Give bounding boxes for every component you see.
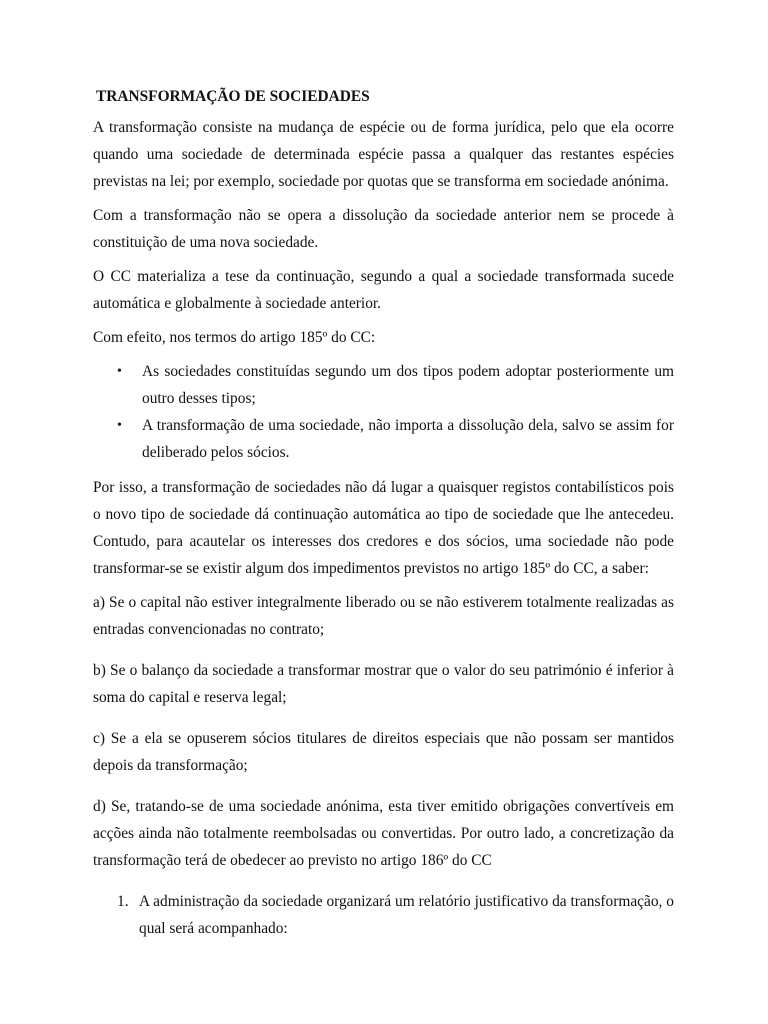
paragraph-impediments-intro: Por isso, a transformação de sociedades não dá lugar a quaisquer registos contabilísticos pois o novo tipo de sociedade dá continuação automática ao tipo de sociedade que lhe antecedeu. Contudo, para acautelar os interesses dos credores e dos sócios, uma sociedade não pode transformar-se se existir algum dos impedimentos previstos no artigo 185º do CC, a saber: <box>93 479 674 577</box>
bullet-icon: • <box>117 418 122 433</box>
numbered-item-number: 1. <box>117 893 129 910</box>
bullet-item <box>93 358 674 412</box>
paragraph-definition: A transformação consiste na mudança de espécie ou de forma jurídica, pelo que ela ocorre quando uma sociedade de determinada espécie passa a qualquer das restantes espécies previstas na lei; por exemplo, sociedade por quotas que se transforma em sociedade anónima. <box>93 119 674 190</box>
bullet-item-text: A transformação de uma sociedade, não importa a dissolução dela, salvo se assim for deliberado pelos sócios. <box>142 417 674 461</box>
impediment-item-d: d) Se, tratando-se de uma sociedade anónima, esta tiver emitido obrigações convertíveis em acções ainda não totalmente reembolsadas ou convertidas. Por outro lado, a concretização da transformação terá de obedecer ao previsto no artigo 186º do CC <box>93 798 674 869</box>
document-title: TRANSFORMAÇÃO DE SOCIEDADES <box>96 88 370 105</box>
bullet-item <box>93 412 674 466</box>
numbered-list <box>93 888 674 942</box>
numbered-item <box>93 888 674 942</box>
impediment-item-b: b) Se o balanço da sociedade a transformar mostrar que o valor do seu património é inferior à soma do capital e reserva legal; <box>93 662 674 706</box>
bullet-icon: • <box>117 364 122 379</box>
impediment-item-c: c) Se a ela se opuserem sócios titulares de direitos especiais que não possam ser mantidos depois da transformação; <box>93 730 674 774</box>
document-page <box>93 86 674 942</box>
paragraph-continuation-thesis: O CC materializa a tese da continuação, segundo a qual a sociedade transformada sucede automática e globalmente à sociedade anterior. <box>93 268 674 312</box>
paragraph-no-dissolution: Com a transformação não se opera a dissolução da sociedade anterior nem se procede à constituição de uma nova sociedade. <box>93 207 674 251</box>
impediment-item-a: a) Se o capital não estiver integralmente liberado ou se não estiverem totalmente realizadas as entradas convencionadas no contrato; <box>93 594 674 638</box>
numbered-item-text: A administração da sociedade organizará um relatório justificativo da transformação, o qual será acompanhado: <box>139 893 674 937</box>
paragraph-article-185: Com efeito, nos termos do artigo 185º do CC: <box>93 329 376 346</box>
bullet-item-text: As sociedades constituídas segundo um dos tipos podem adoptar posteriormente um outro desses tipos; <box>142 363 674 407</box>
bullet-list <box>93 358 674 466</box>
